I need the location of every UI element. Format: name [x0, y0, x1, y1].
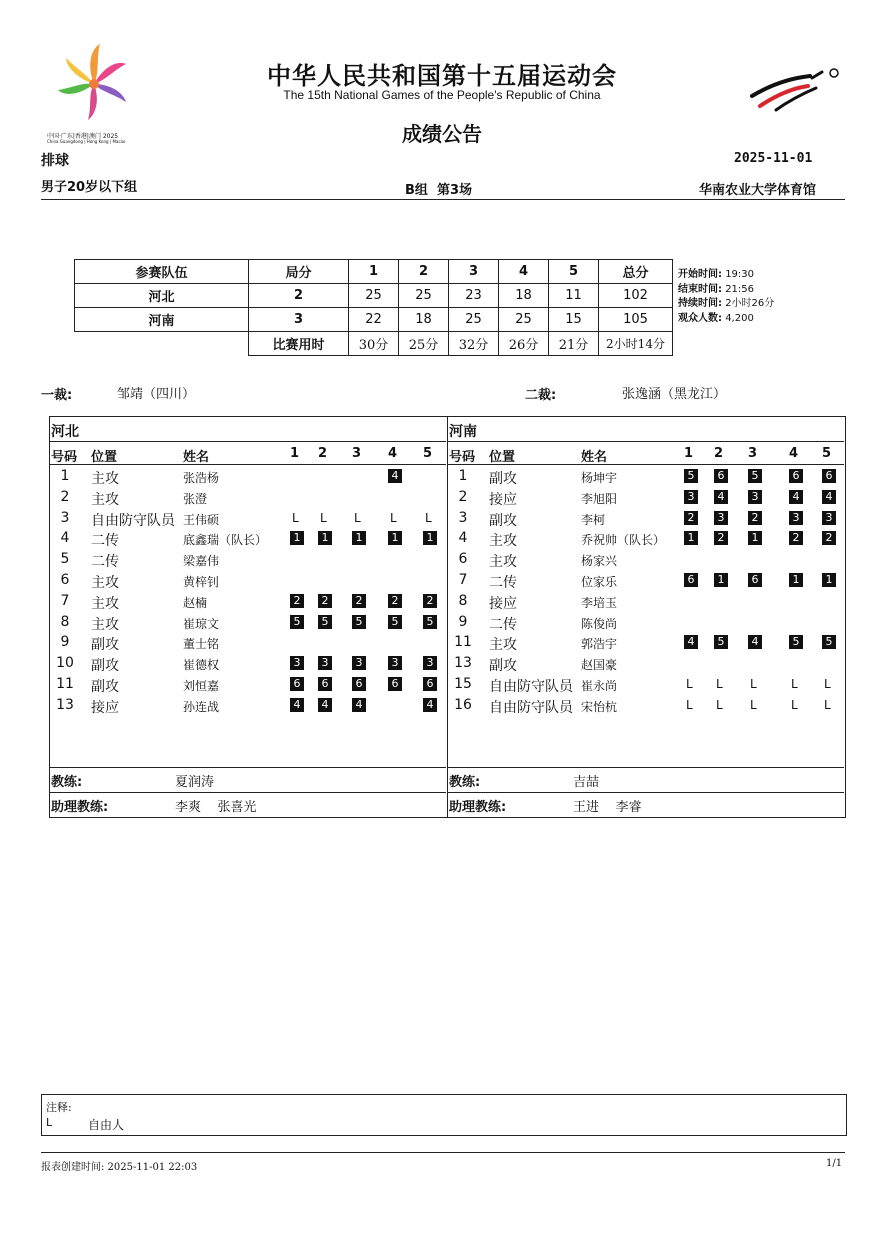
starting-position-badge: 6 [822, 469, 836, 483]
starting-position-badge: 2 [423, 594, 437, 608]
starting-position-badge: 2 [388, 594, 402, 608]
player-name: 杨坤宇 [581, 471, 618, 485]
starting-position-badge: 5 [714, 635, 728, 649]
col-header-set-4: 4 [789, 446, 799, 461]
starting-position-badge: 6 [714, 469, 728, 483]
footer-divider [41, 1152, 845, 1153]
libero-mark: L [320, 510, 327, 525]
player-position: 副攻 [91, 658, 119, 675]
libero-mark: L [750, 677, 757, 691]
starting-position-badge: 4 [748, 635, 762, 649]
starting-position-badge: 5 [789, 635, 803, 649]
starting-position-badge: 1 [423, 531, 437, 545]
player-position: 副攻 [489, 512, 517, 529]
logo-caption: 中国·广东|香港|澳门 2025 [47, 133, 119, 140]
starting-position-badge: 5 [684, 469, 698, 483]
duration-label: 比赛用时 [249, 332, 349, 356]
starting-position-badge: 1 [684, 531, 698, 545]
category-label: 男子20岁以下组 [41, 180, 138, 195]
player-number: 6 [458, 551, 468, 568]
player-number: 2 [60, 488, 70, 505]
score-table-header [75, 260, 673, 284]
starting-position-badge: 3 [388, 656, 402, 670]
starting-position-badge: 6 [318, 677, 332, 691]
player-position: 二传 [489, 575, 517, 591]
header-cell: 5 [549, 260, 599, 284]
player-number: 4 [60, 530, 70, 547]
player-number: 16 [454, 696, 472, 713]
player-position: 主攻 [91, 595, 119, 612]
starting-position-badge: 6 [423, 677, 437, 691]
player-position: 二传 [91, 554, 119, 571]
player-position: 接应 [489, 595, 517, 612]
set-score-cell: 18 [399, 308, 449, 332]
libero-mark: L [824, 677, 831, 691]
games-title-cn: 中华人民共和国第十五届运动会 [267, 62, 617, 90]
attendance: 4,200 [725, 312, 754, 324]
end-time: 21:56 [725, 283, 755, 295]
player-number: 10 [56, 655, 74, 672]
player-number: 3 [60, 509, 70, 526]
starting-position-badge: 1 [318, 531, 332, 545]
match-date: 2025-11-01 [734, 151, 813, 166]
player-position: 自由防守队员 [91, 512, 175, 529]
score-row [75, 284, 673, 308]
starting-position-badge: 2 [748, 511, 762, 525]
col-header-set-5: 5 [423, 446, 433, 461]
starting-position-badge: 4 [423, 698, 437, 712]
libero-mark: L [354, 510, 361, 525]
starting-position-badge: 5 [290, 615, 304, 629]
player-number: 9 [458, 613, 468, 630]
set-score-cell: 23 [449, 284, 499, 308]
starting-position-badge: 3 [684, 490, 698, 504]
notes-symbol: L [46, 1116, 53, 1129]
assistant-divider [447, 792, 844, 793]
coach-name: 夏润涛 [175, 775, 215, 790]
duration-label: 持续时间: [678, 298, 722, 309]
set-duration-cell: 30分 [349, 332, 399, 356]
player-number: 5 [60, 551, 70, 568]
starting-position-badge: 6 [684, 573, 698, 587]
player-position: 二传 [489, 616, 517, 633]
col-header-number: 号码 [51, 450, 78, 465]
player-name: 郭浩宇 [581, 637, 618, 652]
col-header-set-1: 1 [290, 446, 300, 461]
assistant-coach-names: 李爽 张喜光 [175, 800, 257, 815]
player-number: 8 [60, 613, 70, 630]
starting-position-badge: 4 [318, 698, 332, 712]
notes-meaning: 自由人 [88, 1118, 125, 1132]
set-score-cell: 18 [499, 284, 549, 308]
group-match-label: B组 第3场 [405, 183, 473, 198]
assistant-coach-label: 助理教练: [449, 800, 507, 815]
player-position: 二传 [91, 533, 119, 550]
total-cell: 102 [599, 284, 673, 308]
libero-mark: L [425, 510, 432, 525]
starting-position-badge: 2 [290, 594, 304, 608]
coach-name: 吉喆 [573, 775, 600, 790]
player-position: 副攻 [91, 679, 119, 695]
header-cell: 3 [449, 260, 499, 284]
assistant-divider [49, 792, 446, 793]
player-name: 底鑫瑞（队长） [183, 533, 268, 548]
player-name: 杨家兴 [581, 554, 618, 569]
set-score-cell: 25 [349, 284, 399, 308]
player-name: 张澄 [183, 491, 208, 506]
total-duration-cell: 2小时14分 [599, 332, 673, 356]
player-name: 位家乐 [581, 575, 618, 589]
page-number: 1/1 [826, 1158, 843, 1169]
col-header-set-3: 3 [352, 446, 362, 461]
player-position: 主攻 [489, 554, 517, 571]
header-cell: 总分 [599, 260, 673, 284]
header-cell: 4 [499, 260, 549, 284]
assistant-coach-names: 王进 李睿 [573, 800, 642, 815]
team-name-henan: 河南 [449, 424, 477, 440]
starting-position-badge: 4 [290, 698, 304, 712]
set-duration-cell: 21分 [549, 332, 599, 356]
starting-position-badge: 6 [290, 677, 304, 691]
starting-position-badge: 5 [352, 615, 366, 629]
starting-position-badge: 3 [290, 656, 304, 670]
team-cell: 河北 [75, 284, 249, 308]
duration: 2小时26分 [725, 298, 775, 309]
starting-position-badge: 4 [714, 490, 728, 504]
player-name: 乔祝帅（队长） [581, 533, 666, 548]
starting-position-badge: 3 [423, 656, 437, 670]
col-header-set-3: 3 [748, 446, 758, 461]
player-number: 6 [60, 572, 70, 588]
header-divider [49, 464, 446, 465]
set-score-cell: 25 [449, 308, 499, 332]
end-time-label: 结束时间: [678, 283, 722, 295]
libero-mark: L [686, 677, 693, 691]
col-header-set-1: 1 [684, 446, 694, 461]
sport-label: 排球 [41, 153, 69, 169]
starting-position-badge: 5 [388, 615, 402, 629]
starting-position-badge: 2 [822, 531, 836, 545]
player-position: 主攻 [91, 491, 119, 508]
starting-position-badge: 3 [318, 656, 332, 670]
libero-mark: L [824, 697, 831, 712]
team-name-hebei: 河北 [51, 424, 79, 440]
sets-won-cell: 3 [249, 308, 349, 332]
player-number: 3 [458, 509, 468, 526]
assistant-coach-label: 助理教练: [51, 800, 109, 815]
set-score-cell: 22 [349, 308, 399, 332]
header-divider [41, 199, 845, 200]
set-duration-cell: 26分 [499, 332, 549, 356]
starting-position-badge: 2 [714, 531, 728, 545]
starting-position-badge: 1 [290, 531, 304, 545]
player-number: 7 [458, 572, 468, 588]
player-position: 自由防守队员 [489, 679, 573, 695]
player-name: 崔德权 [183, 658, 220, 673]
coach-label: 教练: [449, 775, 481, 790]
set-score-cell: 15 [549, 308, 599, 332]
player-name: 孙连战 [183, 699, 220, 714]
libero-mark: L [390, 510, 397, 525]
set-score-cell: 11 [549, 284, 599, 308]
starting-position-badge: 4 [352, 698, 366, 712]
player-name: 李旭阳 [581, 491, 618, 506]
sets-won-cell: 2 [249, 284, 349, 308]
player-position: 副攻 [91, 637, 119, 654]
second-referee: 张逸涵（黑龙江） [622, 387, 727, 402]
header-divider [447, 464, 844, 465]
player-name: 崔琼文 [183, 616, 220, 631]
starting-position-badge: 1 [388, 531, 402, 545]
player-name: 赵楠 [183, 595, 208, 610]
player-position: 主攻 [91, 471, 119, 487]
header-cell: 参赛队伍 [75, 260, 249, 284]
player-position: 主攻 [91, 575, 119, 591]
starting-position-badge: 6 [748, 573, 762, 587]
first-referee-label: 一裁: [41, 388, 73, 403]
col-header-number: 号码 [449, 450, 476, 465]
libero-mark: L [686, 697, 693, 712]
player-name: 王伟硕 [183, 512, 220, 527]
starting-position-badge: 2 [789, 531, 803, 545]
player-name: 赵国豪 [581, 658, 618, 673]
player-number: 7 [60, 592, 70, 609]
duration-row [75, 332, 673, 356]
team-cell: 河南 [75, 308, 249, 332]
libero-mark: L [791, 697, 798, 712]
player-name: 刘恒嘉 [183, 679, 220, 693]
notes-label: 注释: [46, 1101, 72, 1114]
header-cell: 2 [399, 260, 449, 284]
player-number: 4 [458, 530, 468, 547]
starting-position-badge: 1 [352, 531, 366, 545]
player-position: 副攻 [489, 471, 517, 487]
starting-position-badge: 6 [789, 469, 803, 483]
col-header-position: 位置 [91, 450, 118, 465]
player-name: 张浩杨 [183, 471, 220, 485]
starting-position-badge: 1 [822, 573, 836, 587]
logo-caption-en: China Guangdong | Hong Kong | Macao [47, 139, 126, 144]
col-header-set-4: 4 [388, 446, 398, 461]
player-position: 主攻 [489, 637, 517, 654]
starting-position-badge: 3 [352, 656, 366, 670]
starting-position-badge: 1 [748, 531, 762, 545]
player-name: 陈俊尚 [581, 616, 618, 631]
match-info [678, 268, 774, 326]
player-number: 11 [56, 676, 74, 692]
document-title: 成绩公告 [402, 122, 482, 146]
start-time: 19:30 [725, 269, 755, 280]
starting-position-badge: 6 [388, 677, 402, 691]
player-name: 董士铭 [183, 637, 220, 652]
second-referee-label: 二裁: [525, 388, 557, 403]
player-name: 梁嘉伟 [183, 554, 220, 569]
score-table [74, 259, 673, 356]
player-position: 接应 [489, 491, 517, 508]
report-created: 报表创建时间: 2025-11-01 22:03 [41, 1162, 198, 1173]
header-cell: 局分 [249, 260, 349, 284]
player-number: 1 [60, 468, 70, 484]
notes-box [41, 1094, 847, 1136]
player-number: 15 [454, 676, 472, 692]
starting-position-badge: 4 [789, 490, 803, 504]
libero-mark: L [750, 697, 757, 712]
libero-mark: L [716, 677, 723, 691]
starting-position-badge: 3 [714, 511, 728, 525]
player-name: 宋怡杭 [581, 699, 618, 714]
player-number: 1 [458, 468, 468, 484]
col-header-position: 位置 [489, 450, 516, 465]
starting-position-badge: 2 [352, 594, 366, 608]
col-header-set-5: 5 [822, 446, 832, 461]
starting-position-badge: 5 [318, 615, 332, 629]
player-number: 11 [454, 634, 472, 651]
header-cell: 1 [349, 260, 399, 284]
player-name: 崔永尚 [581, 679, 618, 693]
start-time-label: 开始时间: [678, 269, 722, 280]
first-referee: 邹靖（四川） [117, 387, 196, 402]
player-position: 自由防守队员 [489, 699, 573, 716]
set-duration-cell: 32分 [449, 332, 499, 356]
coach-divider [447, 767, 844, 768]
set-score-cell: 25 [499, 308, 549, 332]
libero-mark: L [791, 677, 798, 691]
starting-position-badge: 3 [789, 511, 803, 525]
starting-position-badge: 2 [318, 594, 332, 608]
starting-position-badge: 5 [423, 615, 437, 629]
player-position: 接应 [91, 699, 119, 716]
player-number: 13 [454, 655, 472, 672]
player-position: 主攻 [91, 616, 119, 633]
attendance-label: 观众人数: [678, 312, 722, 324]
games-title-en: The 15th National Games of the People's Republic of China [283, 88, 601, 102]
coach-divider [49, 767, 446, 768]
team-name-divider [447, 441, 844, 442]
starting-position-badge: 1 [714, 573, 728, 587]
set-duration-cell: 25分 [399, 332, 449, 356]
player-position: 主攻 [489, 533, 517, 550]
starting-position-badge: 4 [684, 635, 698, 649]
libero-mark: L [716, 697, 723, 712]
player-name: 李培玉 [581, 595, 618, 610]
col-header-set-2: 2 [318, 446, 328, 461]
libero-mark: L [292, 510, 299, 525]
col-header-name: 姓名 [183, 450, 210, 465]
starting-position-badge: 4 [822, 490, 836, 504]
col-header-name: 姓名 [581, 450, 608, 465]
player-position: 副攻 [489, 658, 517, 675]
starting-position-badge: 5 [822, 635, 836, 649]
starting-position-badge: 3 [822, 511, 836, 525]
total-cell: 105 [599, 308, 673, 332]
player-number: 2 [458, 488, 468, 505]
starting-position-badge: 3 [748, 490, 762, 504]
player-number: 13 [56, 696, 74, 713]
player-number: 8 [458, 592, 468, 609]
player-name: 李柯 [581, 512, 606, 527]
col-header-set-2: 2 [714, 446, 724, 461]
starting-position-badge: 2 [684, 511, 698, 525]
starting-position-badge: 5 [748, 469, 762, 483]
starting-position-badge: 1 [789, 573, 803, 587]
player-name: 黄梓钊 [183, 575, 220, 589]
score-row [75, 308, 673, 332]
team-name-divider [49, 441, 446, 442]
coach-label: 教练: [51, 775, 83, 790]
player-number: 9 [60, 634, 70, 651]
starting-position-badge: 6 [352, 677, 366, 691]
venue-label: 华南农业大学体育馆 [699, 183, 817, 198]
starting-position-badge: 4 [388, 469, 402, 483]
set-score-cell: 25 [399, 284, 449, 308]
empty-cell [75, 332, 249, 356]
